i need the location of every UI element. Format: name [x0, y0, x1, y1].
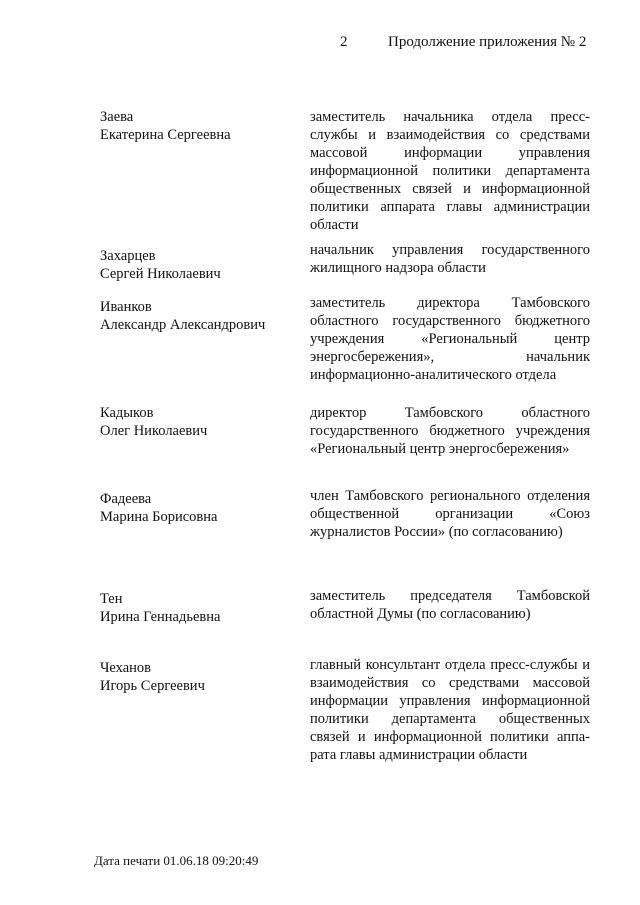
- appendix-continuation-note: Продолжение приложения № 2: [388, 34, 587, 50]
- member-given-name: Екатерина Сергеевна: [100, 127, 231, 143]
- member-position: директор Тамбовского областного государственного бюджетного учреждения «Региональный центр энергосбережения»: [310, 405, 590, 457]
- member-position: член Тамбовского регионального отделения общественной организации «Союз журналистов России» (по согласованию): [310, 488, 590, 540]
- print-date: Дата печати 01.06.18 09:20:49: [94, 853, 259, 868]
- page-number: 2: [340, 34, 348, 50]
- member-surname: Захарцев: [100, 248, 156, 264]
- member-surname: Иванков: [100, 299, 152, 315]
- member-position: начальник управления государственного жилищного надзора области: [310, 242, 590, 276]
- member-name: [100, 490, 290, 526]
- member-surname: Фадеева: [100, 491, 152, 507]
- member-name: [100, 590, 290, 626]
- member-name: [100, 108, 290, 144]
- member-given-name: Сергей Николаевич: [100, 266, 221, 282]
- member-position: заместитель директора Тамбовского областного государственного бюджетного учреждения «Региональный центр энергосбережения», начальник информационно-аналитического отдела: [310, 295, 590, 383]
- member-position: заместитель начальника отдела пресс-службы и взаимодействия со средствами массовой информации управления информационной политики департамента общественных связей и информационной политики аппарата главы администрации области: [310, 109, 590, 233]
- member-name: [100, 404, 290, 440]
- member-given-name: Олег Николаевич: [100, 423, 208, 439]
- member-position: главный консультант отдела пресс-службы и взаимодействия со средствами массовой информации управления информационной политики департамента общественных связей и информационной политики аппарата главы администрации области: [310, 657, 590, 763]
- member-name: [100, 298, 290, 334]
- member-given-name: Александр Александрович: [100, 317, 266, 333]
- member-name: [100, 247, 290, 283]
- member-given-name: Марина Борисовна: [100, 509, 218, 525]
- member-given-name: Ирина Геннадьевна: [100, 609, 221, 625]
- member-surname: Тен: [100, 591, 123, 607]
- member-surname: Кадыков: [100, 405, 154, 421]
- member-name: [100, 659, 290, 695]
- member-given-name: Игорь Сергеевич: [100, 678, 205, 694]
- member-position: заместитель председателя Тамбовской областной Думы (по согласованию): [310, 588, 590, 622]
- member-surname: Чеханов: [100, 660, 152, 676]
- member-surname: Заева: [100, 109, 134, 125]
